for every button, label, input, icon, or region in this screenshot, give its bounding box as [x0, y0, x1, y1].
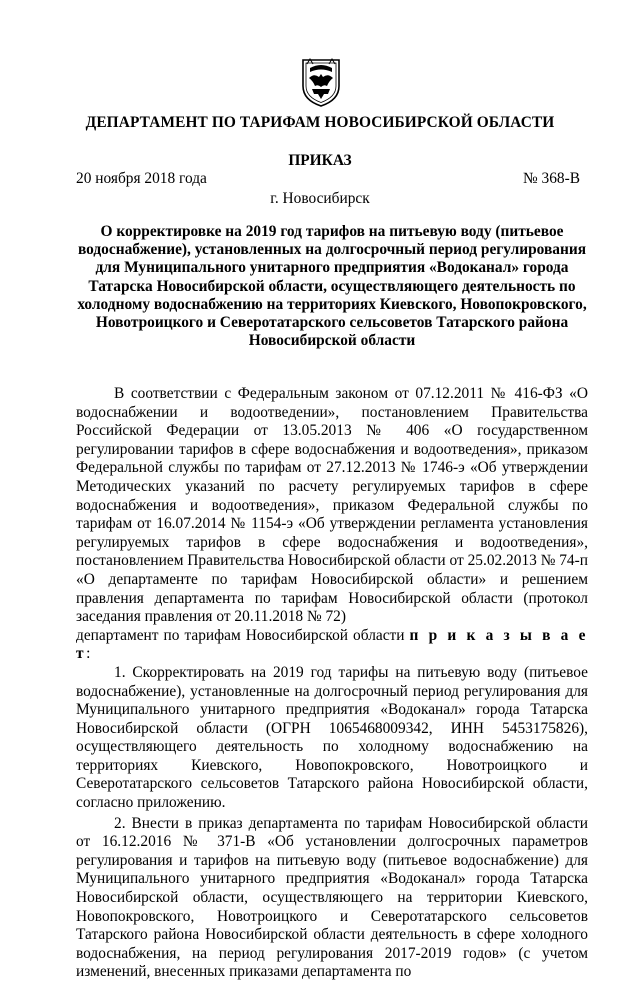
- item-1-paragraph: 1. Скорректировать на 2019 год тарифы на питьевую воду (питьевое водоснабжение), установленные на долгосрочный период регулирования для Муниципального унитарного предприятия «Водоканал» города Татарска Новосибирской области (ОГРН 1065468009342, ИНН 5453175826), осуществляющего деятельность по холодному водоснабжению на территориях Киевского, Новопокровского, Новотроицкого и Северотатарского сельсоветов Татарского района Новосибирской области, согласно приложению.: [76, 663, 588, 812]
- decree-prefix: департамент по тарифам Новосибирской области: [76, 626, 405, 644]
- order-number: № 368-В: [522, 170, 580, 187]
- preamble-paragraph: В соответствии с Федеральным законом от 07.12.2011 № 416-ФЗ «О водоснабжении и водоотведении», постановлением Правительства Российской Федерации от 13.05.2013 № 406 «О государственном регулировании тарифов в сфере водоснабжения и водоотведения», приказом Федеральной службы по тарифам от 27.12.2013 № 1746-э «Об утверждении Методических указаний по расчету регулируемых тарифов в сфере водоснабжения и водоотведения», приказом Федеральной службы по тарифам от 16.07.2014 № 1154-э «Об утверждении регламента установления регулируемых тарифов в сфере водоснабжения и водоотведения», постановлением Правительства Новосибирской области от 25.02.2013 № 74-п «О департаменте по тарифам Новосибирской области» и решением правления департамента по тарифам Новосибирской области (протокол заседания правления от 20.11.2018 № 72): [76, 385, 588, 626]
- decree-line: [76, 627, 588, 664]
- order-date: 20 ноября 2018 года: [76, 170, 207, 187]
- item-2-paragraph: 2. Внести в приказ департамента по тарифам Новосибирской области от 16.12.2016 № 371-В «Об установлении долгосрочных параметров регулирования и тарифов на питьевую воду (питьевое водоснабжение) для Муниципального унитарного предприятия «Водоканал» города Татарска Новосибирской области, осуществляющего на территории Киевского, Новопокровского, Новотроицкого и Северотатарского сельсоветов Татарского района Новосибирской области деятельность в сфере холодного водоснабжения, на период регулирования 2017-2019 годов» (с учетом изменений, внесенных приказами департамента по: [76, 814, 588, 981]
- decree-word: п р и к а з ы в а е т: [76, 626, 588, 663]
- department-name: ДЕПАРТАМЕНТ ПО ТАРИФАМ НОВОСИБИРСКОЙ ОБЛАСТИ: [85, 114, 555, 131]
- order-label: ПРИКАЗ: [288, 152, 352, 169]
- order-title: О корректировке на 2019 год тарифов на питьевую воду (питьевое водоснабжение), установленных на долгосрочный период регулирования для Муниципального унитарного предприятия «Водоканал» города Татарска Новосибирской области, осуществляющего деятельность по холодному водоснабжению на территориях Киевского, Новопокровского, Новотроицкого и Северотатарского сельсоветов Татарского района Новосибирской области: [77, 223, 587, 350]
- coat-of-arms-icon: [298, 56, 344, 108]
- order-body: [76, 385, 588, 982]
- order-city: г. Новосибирск: [270, 190, 370, 207]
- decree-suffix: :: [86, 645, 91, 663]
